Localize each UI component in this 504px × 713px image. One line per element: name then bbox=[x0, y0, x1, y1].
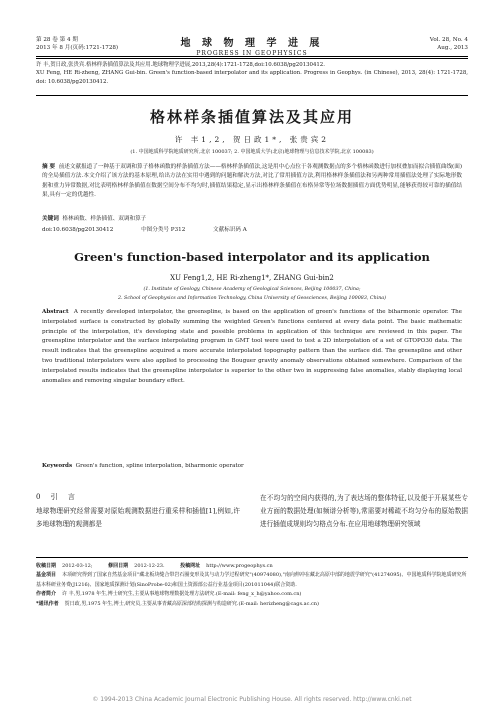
document-code: 文献标识码 A bbox=[213, 227, 247, 233]
keywords-en bbox=[42, 462, 462, 471]
online-url: http://www.progeophys.cn bbox=[206, 563, 273, 569]
authors-cn: 许 丰1,2, 贺日政1*, 张贵宾2 bbox=[174, 135, 330, 144]
corresponding-author-line bbox=[36, 600, 468, 609]
corresponding-text: 贺日政,男,1975 年生,博士,研究员,主要从事青藏高原深部结构探测与构造研究.(E-mail: herizheng@cags.ac.cn) bbox=[64, 600, 319, 607]
affiliations-en bbox=[0, 285, 504, 303]
date-en: Aug., 2013 bbox=[437, 45, 468, 51]
header-rule-thin bbox=[36, 58, 468, 59]
header-right bbox=[430, 36, 468, 52]
citation-cn: 许 丰,贺日政,张贵宾.格林样条插值算法及其应用.地球物理学进展,2013,28(4):1721-1728,doi:10.6038/pg20130412. bbox=[36, 62, 325, 68]
footnote-rule bbox=[36, 557, 468, 558]
author-bio-line bbox=[36, 590, 468, 599]
keywords-en-label: Keywords bbox=[42, 463, 73, 469]
abstract-en-label: Abstract bbox=[42, 309, 69, 315]
paper-title-en: Green's function-based interpolator and its application bbox=[74, 250, 430, 264]
keywords-cn-label: 关键词 bbox=[42, 216, 59, 222]
citation-block bbox=[36, 61, 468, 86]
body-column-right: 在不均匀的空间内获得的,为了表达场的整体特征,以及便于开展某些专业方面的数据处理(如频谱分析等),常需要对稀疏不均匀分布的原始数据进行插值成规则均匀格点分布.在应用地球物理研究领域 bbox=[260, 494, 468, 528]
section-heading-intro: 0 引 言 bbox=[36, 493, 79, 501]
doi: doi:10.6038/pg20130412 bbox=[42, 227, 114, 233]
keywords-en-text: Green's function, spline interpolation, biharmonic operator bbox=[75, 463, 244, 469]
corresponding-label: *通讯作者 bbox=[36, 600, 59, 607]
dates-line bbox=[36, 562, 468, 571]
clc-number: 中图分类号 P312 bbox=[141, 227, 186, 233]
keywords-cn bbox=[42, 215, 462, 224]
fund-text: 本项研究得到了国家自然基金项目"藏北板块缝合带岩石圈变形及其与动力学过程研究"(40974080),"南向伸冲在藏北高原中部的地震学研究"(41274095)、中国地质科学院地质研究所基本科研业务费(J1216)、国家地质探测计划(SinoProbe-02)和国土资源部公益行业基金项目(201011044)联合资助. bbox=[36, 572, 467, 588]
fund-line bbox=[36, 571, 468, 590]
affiliations-cn: (1. 中国地质科学院地质研究所,北京 100037; 2. 中国地质大学(北京)地球物理与信息技术学院,北京 100083) bbox=[130, 149, 374, 155]
online-label: 投稿网址 bbox=[180, 563, 201, 569]
copyright-notice: © 1994-2013 China Academic Journal Electronic Publishing House. All rights reserved. http://www.cnki.net bbox=[92, 696, 412, 703]
abstract-cn bbox=[42, 163, 462, 201]
author-bio-label: 作者简介 bbox=[36, 591, 57, 598]
header-rule bbox=[36, 56, 468, 57]
abstract-en-text: A recently developed interpolator, the greenspline, is based on the application of green's functions of the biharmonic operator. The interpolated surface is constructed by globally summing the weighted Green's functions centered at every data point. The basic mathematic principle of the interpolation, it's developing state and possible problems in application of this technique are reviewed in this paper. The greenspline interpolator and the surface interpolating program in GMT tool were used to test a 2D interpolation of a set of GTOPO30 data. The result indicates that the greenspline acquired a more accurate interpolated topography pattern than the surface did. The greenspline and other two traditional interpolators were also applied to processing the Bouguer gravity anomaly observations obtained somewhere. Comparison of the interpolated results indicates that the greenspline interpolator is superior to the other two in suppressing false anomalies, stably displaying local anomalies and removing singular boundary effect. bbox=[42, 309, 462, 384]
journal-title-cn: 地 球 物 理 学 进 展 bbox=[180, 38, 324, 49]
received-label: 收稿日期 bbox=[36, 563, 57, 569]
affiliation-en-2: 2. School of Geophysics and Information Technology, China University of Geosciences, Beijing 100083, China) bbox=[117, 296, 387, 301]
volume-number-en: Vol. 28, No. 4 bbox=[429, 37, 468, 43]
journal-title-en: PROGRESS IN GEOPHYSICS bbox=[196, 50, 308, 57]
body-column-left: 地球物理研究经常需要对原始观测数据进行重采样和插值[1],例如,许多地球物理的观测都是 bbox=[36, 507, 240, 528]
affiliation-en-1: (1. Institute of Geology, Chinese Academy of Geological Sciences, Beijing 100037, China; bbox=[143, 287, 361, 292]
revised-date: 2012-12-23. bbox=[134, 563, 165, 569]
abstract-en bbox=[42, 308, 462, 386]
date-pages: 2013 年 8 月(页码:1721-1728) bbox=[36, 45, 119, 51]
authors-en: XU Feng1,2, HE Ri-zheng1*, ZHANG Gui-bin2 bbox=[170, 274, 334, 282]
revised-label: 修回日期 bbox=[108, 563, 129, 569]
abstract-cn-text: 前述文献报道了一种基于双调和算子格林函数的样条插值方法——格林样条插值法,这是用中心点位于各观测数据点的多个格林函数进行加权叠加而拟合插值曲线(面)的全局插值方法.本文介绍了该方法的基本原理,给出方法在实用中遇到的问题和解决方法,对比了常用插值方法,利用格林样条插值法和另两种常用插值法处理了实际地形数据和重力异常数据,对比表明格林样条插值在数据空间分布不均匀时,插值结果稳定,显示出格林样条插值在布格异常等位场数据插值方面优势明显,能够获得较可靠的插值结果,具有一定的优越性. bbox=[42, 164, 463, 199]
abstract-cn-label: 摘 要 bbox=[42, 164, 56, 170]
author-bio-text: 许 丰,男,1978 年生,博士研究生,主要从事地球物理数据处理方法研究.(E-mail: feng_x_h@yahoo.com.cn) bbox=[62, 591, 302, 598]
citation-en: XU Feng, HE Ri-zheng, ZHANG Gui-bin. Green's function-based interpolator and its application. Progress in Geophys. (in Chinese), 2013, 28(4): 1721-1728, doi: 10.6038/pg20130412. bbox=[36, 70, 468, 85]
footnotes bbox=[36, 562, 468, 609]
paper-title-cn: 格林样条插值算法及其应用 bbox=[149, 108, 354, 126]
received-date: 2012-03-12; bbox=[62, 563, 93, 569]
fund-label: 基金项目 bbox=[36, 572, 57, 579]
volume-issue: 第 28 卷 第 4 期 bbox=[36, 37, 78, 43]
doi-line bbox=[42, 226, 462, 235]
citation-rule bbox=[36, 95, 468, 96]
keywords-cn-text: 格林函数、样条插值、双调和算子 bbox=[62, 216, 147, 222]
journal-masthead bbox=[0, 34, 504, 57]
